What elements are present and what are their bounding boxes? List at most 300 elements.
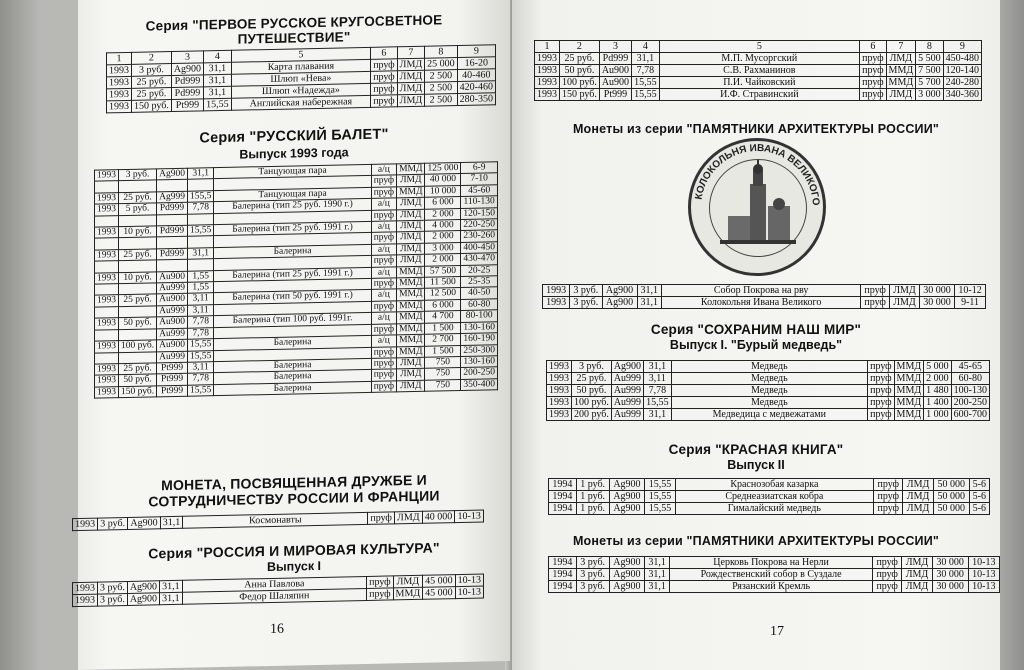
table-cell: 1993 xyxy=(547,385,572,397)
table-cell: пруф xyxy=(371,324,396,336)
coin-name-cell: Колокольня Ивана Великого xyxy=(661,297,860,309)
series-title-architecture-1994: Монеты из серии "ПАМЯТНИКИ АРХИТЕКТУРЫ РОССИИ" xyxy=(572,534,940,548)
table-cell: 2 500 xyxy=(425,70,458,83)
table-cell: 1994 xyxy=(549,569,577,581)
table-cell: 5-6 xyxy=(969,503,989,515)
table-cell: пруф xyxy=(861,285,890,297)
table-cell: 31,1 xyxy=(187,168,213,180)
table-cell: 60-80 xyxy=(951,373,989,385)
table-cell: 10-12 xyxy=(955,285,986,297)
coin-name-cell: Танцующая пара xyxy=(214,187,371,202)
table-cell: Ag900 xyxy=(609,569,645,581)
table-row xyxy=(547,373,990,385)
table-cell: пруф xyxy=(371,278,396,290)
table-row xyxy=(543,285,986,297)
table-cell: а/ц xyxy=(371,312,396,324)
table-cell: а/ц xyxy=(371,266,396,278)
table-cell xyxy=(119,260,157,272)
table-cell: 40 000 xyxy=(422,511,455,524)
table-cell: 100 руб. xyxy=(560,77,600,89)
table-cell xyxy=(95,352,119,364)
table-cell: 1993 xyxy=(95,192,119,204)
table-cell: 10-13 xyxy=(968,557,999,569)
table-cell: Ag900 xyxy=(609,491,645,503)
table-cell: а/ц xyxy=(371,244,396,256)
table-cell: 6-9 xyxy=(461,162,498,174)
column-header: 1 xyxy=(535,41,560,53)
table-cell: 5-6 xyxy=(969,479,989,491)
table-cell: 3 руб. xyxy=(119,169,157,181)
table-row xyxy=(547,385,990,397)
table-cell: 2 500 xyxy=(425,94,458,107)
table-cell: 120-150 xyxy=(461,207,498,219)
table-architecture-1994 xyxy=(548,556,1000,593)
table-cell: 15,55 xyxy=(204,98,232,111)
coin-name-cell: Английская набережная xyxy=(231,95,371,110)
series-subtitle-ballet: Выпуск 1993 года xyxy=(239,145,349,162)
series-title-architecture-1993: Монеты из серии "ПАМЯТНИКИ АРХИТЕКТУРЫ РОССИИ" xyxy=(572,122,940,136)
table-cell: пруф xyxy=(868,361,894,373)
table-cell: 3 руб. xyxy=(132,64,172,77)
table-cell: пруф xyxy=(868,373,894,385)
table-cell: 150 руб. xyxy=(119,386,157,398)
coin-name-cell: Балерина xyxy=(214,244,371,259)
table-cell: 3 руб. xyxy=(576,557,609,569)
table-cell: ММД xyxy=(397,266,425,278)
table-cell: Ag900 xyxy=(128,517,160,530)
table-cell: ЛМД xyxy=(886,53,916,65)
table-cell: Pt999 xyxy=(157,385,188,397)
table-cell: Pd999 xyxy=(171,87,203,100)
table-cell: 12 500 xyxy=(425,288,461,300)
table-cell: Ag900 xyxy=(609,557,645,569)
table-cell: 40-50 xyxy=(461,287,498,299)
table-cell: Au900 xyxy=(157,339,188,351)
table-cell: 50 руб. xyxy=(119,317,157,329)
table-cell: Pd999 xyxy=(157,248,188,260)
table-cell: ЛМД xyxy=(393,575,423,588)
table-cell: 200-250 xyxy=(461,367,498,379)
table-row xyxy=(549,491,990,503)
table-cell: Au900 xyxy=(599,77,631,89)
table-row xyxy=(549,557,1000,569)
table-cell: 1993 xyxy=(107,64,132,77)
table-cell: Ag900 xyxy=(602,285,637,297)
table-cell: 9-11 xyxy=(955,297,986,309)
table-cell: 10 руб. xyxy=(119,272,157,284)
table-cell: 3 000 xyxy=(916,89,944,101)
coin-name-cell: Балерина (тип 25 руб. 1990 г.) xyxy=(214,199,371,214)
left-page xyxy=(75,0,510,670)
table-cell: 3 руб. xyxy=(98,593,128,606)
table-cell: 25 руб. xyxy=(119,249,157,261)
table-cell: пруф xyxy=(371,381,396,393)
coin-name-cell: Церковь Покрова на Нерли xyxy=(670,557,873,569)
table-cell: пруф xyxy=(371,358,396,370)
table-cell: 120-140 xyxy=(943,65,981,77)
table-cell: Au999 xyxy=(611,409,643,421)
series-subtitle-world-culture: Выпуск I xyxy=(266,558,322,575)
table-cell: 5 руб. xyxy=(119,203,157,215)
table-cell: ЛМД xyxy=(397,380,425,392)
table-save-our-world xyxy=(546,360,990,421)
table-cell: 1993 xyxy=(95,204,119,216)
table-cell: 2 000 xyxy=(924,373,952,385)
table-cell: 1 400 xyxy=(924,397,952,409)
table-cell: пруф xyxy=(873,581,902,593)
table-cell: 30 000 xyxy=(919,285,954,297)
coin-name-cell: Рязанский Кремль xyxy=(670,581,873,593)
table-cell: Au900 xyxy=(157,316,188,328)
table-cell: 1 руб. xyxy=(576,479,609,491)
coin-name-cell: Медведь xyxy=(671,397,868,409)
table-cell: 400-450 xyxy=(461,242,498,254)
table-cell: 2 000 xyxy=(425,254,461,266)
table-cell: ММД xyxy=(397,277,425,289)
table-cell: 3 руб. xyxy=(98,517,128,530)
table-cell: ЛМД xyxy=(890,297,920,309)
table-row xyxy=(535,77,982,89)
table-cell: 45 000 xyxy=(423,575,456,588)
table-cell: пруф xyxy=(371,346,396,358)
table-cell: 10-13 xyxy=(455,586,483,599)
table-cell: 1993 xyxy=(107,76,132,89)
table-cell: 31,1 xyxy=(187,247,213,259)
table-cell: ММД xyxy=(894,397,924,409)
table-cell: а/ц xyxy=(371,198,396,210)
table-cell: 1993 xyxy=(107,100,132,113)
table-cell: 15,55 xyxy=(645,503,675,515)
column-header: 8 xyxy=(916,41,944,53)
table-cell: ЛМД xyxy=(397,197,425,209)
table-cell: 1993 xyxy=(95,272,119,284)
table-row xyxy=(549,581,1000,593)
coin-name-cell: Медведица с медвежатами xyxy=(671,409,868,421)
table-cell: 7-10 xyxy=(461,173,498,185)
table-cell: 40-460 xyxy=(457,69,495,82)
table-cell: Au999 xyxy=(611,373,643,385)
table-cell: 750 xyxy=(425,356,461,368)
table-cell: 7,78 xyxy=(187,327,213,339)
coin-name-cell: Балерина xyxy=(214,358,371,373)
table-cell: 1993 xyxy=(95,375,119,387)
coin-name-cell: Медведь xyxy=(671,373,868,385)
table-cell: ЛМД xyxy=(394,511,422,524)
table-cell: 220-250 xyxy=(461,219,498,231)
table-cell: 45-65 xyxy=(951,361,989,373)
table-cell: 1993 xyxy=(95,386,119,398)
table-cell: пруф xyxy=(368,512,395,525)
table-cell: 150 руб. xyxy=(560,89,600,101)
table-cell: 1993 xyxy=(535,77,560,89)
table-cell: ММД xyxy=(397,163,425,175)
table-cell: 1994 xyxy=(549,503,577,515)
table-header-row xyxy=(535,41,982,53)
coin-name-cell: Федор Шаляпин xyxy=(182,588,367,604)
table-cell: Au999 xyxy=(157,328,188,340)
series-title-red-book: Серия "КРАСНАЯ КНИГА" xyxy=(668,442,844,457)
table-cell: ЛМД xyxy=(886,89,916,101)
table-france-friendship xyxy=(72,509,484,531)
table-cell: пруф xyxy=(860,77,886,89)
table-cell: ЛМД xyxy=(903,479,933,491)
table-cell: 31,1 xyxy=(637,297,661,309)
table-cell: 230-260 xyxy=(461,230,498,242)
table-cell: 10-13 xyxy=(968,581,999,593)
table-cell: Au999 xyxy=(611,385,643,397)
coin-name-cell: Балерина xyxy=(214,370,371,385)
table-cell: 1993 xyxy=(95,170,119,182)
table-cell: Au900 xyxy=(157,271,188,283)
table-cell: 31,1 xyxy=(644,361,672,373)
section-title-france-line1: МОНЕТА, ПОСВЯЩЕННАЯ ДРУЖБЕ И xyxy=(161,471,427,494)
table-row xyxy=(535,89,982,101)
table-cell: 60-80 xyxy=(461,299,498,311)
table-cell xyxy=(119,237,157,249)
coin-name-cell: Космонавты xyxy=(183,512,368,528)
table-cell: 3,11 xyxy=(644,373,672,385)
table-cell: Pd999 xyxy=(171,75,203,88)
table-cell: 240-280 xyxy=(943,77,981,89)
table-cell: 30 000 xyxy=(932,557,968,569)
table-cell: 31,1 xyxy=(160,580,183,592)
table-row xyxy=(549,569,1000,581)
table-cell: Au900 xyxy=(157,294,188,306)
table-cell: 15,55 xyxy=(187,350,213,362)
table-cell: ЛМД xyxy=(397,82,425,95)
table-cell: 6 000 xyxy=(425,299,461,311)
table-cell xyxy=(157,237,188,249)
table-cell: 150 руб. xyxy=(132,100,172,113)
table-cell: 1 000 xyxy=(924,409,952,421)
table-cell: 2 000 xyxy=(425,231,461,243)
table-cell: Au999 xyxy=(157,305,188,317)
table-cell xyxy=(119,214,157,226)
table-cell: 420-460 xyxy=(457,81,495,94)
table-cell: 5-6 xyxy=(969,491,989,503)
table-cell: пруф xyxy=(371,95,397,108)
table-cell: 31,1 xyxy=(160,516,183,528)
table-cell: 1,55 xyxy=(187,282,213,294)
table-cell: пруф xyxy=(371,71,397,84)
table-cell: ЛМД xyxy=(890,285,920,297)
table-cell: Ag900 xyxy=(609,479,645,491)
column-header: 9 xyxy=(457,45,495,58)
table-cell: 450-480 xyxy=(943,53,981,65)
table-cell: пруф xyxy=(873,557,902,569)
table-cell: 6 000 xyxy=(425,197,461,209)
coin-name-cell: С.В. Рахманинов xyxy=(659,65,860,77)
table-cell: пруф xyxy=(367,576,393,589)
table-cell: ЛМД xyxy=(902,581,932,593)
table-russian-ballet xyxy=(94,161,498,399)
column-header: 6 xyxy=(860,41,886,53)
table-cell: ЛМД xyxy=(397,232,425,244)
series-title-russian-ballet: Серия "РУССКИЙ БАЛЕТ" xyxy=(199,126,389,147)
table-cell: 340-360 xyxy=(943,89,981,101)
table-row xyxy=(549,479,990,491)
table-cell: 280-350 xyxy=(457,93,495,106)
table-cell: Ag900 xyxy=(609,581,645,593)
series-title-first-voyage-line1: Серия "ПЕРВОЕ РУССКОЕ КРУГОСВЕТНОЕ xyxy=(145,12,443,34)
table-cell xyxy=(119,283,157,295)
table-cell xyxy=(187,179,213,191)
table-cell xyxy=(95,181,119,193)
table-cell: 15,55 xyxy=(645,479,675,491)
page-number-left: 16 xyxy=(270,621,284,637)
table-cell: 160-190 xyxy=(461,333,498,345)
table-cell: 45 000 xyxy=(423,587,456,600)
table-cell: 1994 xyxy=(549,491,577,503)
table-cell: ЛМД xyxy=(397,243,425,255)
table-cell: 25 руб. xyxy=(560,53,600,65)
table-cell: ЛМД xyxy=(397,175,425,187)
coin-name-cell: Медведь xyxy=(671,361,868,373)
table-cell: 2 000 xyxy=(425,208,461,220)
table-cell: 1994 xyxy=(549,581,577,593)
table-cell: 31,1 xyxy=(632,53,660,65)
series-subtitle-red-book: Выпуск II xyxy=(727,458,785,472)
table-cell: ММД xyxy=(886,65,916,77)
table-cell: 7,78 xyxy=(187,202,213,214)
table-cell: 50 000 xyxy=(933,503,969,515)
table-cell: ЛМД xyxy=(397,220,425,232)
svg-text:КОЛОКОЛЬНЯ ИВАНА ВЕЛИКОГО xyxy=(693,143,821,206)
table-cell: 430-470 xyxy=(461,253,498,265)
table-cell: 25 000 xyxy=(425,58,458,71)
table-world-culture-continued xyxy=(534,40,982,101)
column-header: 3 xyxy=(171,51,203,64)
table-cell: 1,55 xyxy=(187,270,213,282)
column-header: 1 xyxy=(107,52,132,65)
table-cell: пруф xyxy=(868,385,894,397)
coin-name-cell: И.Ф. Стравинский xyxy=(659,89,860,101)
table-cell: 3 руб. xyxy=(576,569,609,581)
table-cell: 7 500 xyxy=(916,65,944,77)
table-cell: 1993 xyxy=(543,297,570,309)
table-cell: ММД xyxy=(894,385,924,397)
table-cell: 4 700 xyxy=(425,311,461,323)
table-cell: 350-400 xyxy=(461,378,498,390)
table-cell: 1993 xyxy=(95,318,119,330)
table-red-book xyxy=(548,478,990,515)
column-header: 4 xyxy=(204,50,232,63)
coin-name-cell: Балерина (тип 50 руб. 1991 г.) xyxy=(214,290,371,305)
coin-name-cell: Балерина (тип 25 руб. 1991 г.) xyxy=(214,221,371,236)
table-cell: 2 700 xyxy=(425,334,461,346)
coin-name-cell: Балерина xyxy=(214,381,371,396)
column-header: 5 xyxy=(659,41,860,53)
column-header: 5 xyxy=(231,47,371,62)
table-cell: пруф xyxy=(371,209,396,221)
table-cell: пруф xyxy=(868,409,894,421)
table-cell: 16-20 xyxy=(457,57,495,70)
table-cell: 1 500 xyxy=(425,345,461,357)
table-cell xyxy=(157,259,188,271)
table-cell: пруф xyxy=(861,297,890,309)
table-cell: ЛМД xyxy=(397,254,425,266)
table-cell: 31,1 xyxy=(204,62,232,75)
table-row xyxy=(535,65,982,77)
coin-name-cell: Шлюп «Нева» xyxy=(231,71,371,86)
table-cell: 1993 xyxy=(547,361,572,373)
coin-name-cell: П.И. Чайковский xyxy=(659,77,860,89)
table-cell: 31,1 xyxy=(204,86,232,99)
table-cell: 100 руб. xyxy=(119,340,157,352)
table-cell: ММД xyxy=(397,346,425,358)
table-cell: 4 000 xyxy=(425,220,461,232)
table-cell: пруф xyxy=(860,53,886,65)
section-title-france-line2: СОТРУДНИЧЕСТВУ РОССИИ И ФРАНЦИИ xyxy=(148,487,440,510)
table-cell: 25 руб. xyxy=(119,363,157,375)
table-cell: пруф xyxy=(371,187,396,199)
table-cell xyxy=(95,238,119,250)
column-header: 7 xyxy=(886,41,916,53)
table-cell: Ag999 xyxy=(157,191,188,203)
table-cell: ЛМД xyxy=(903,491,933,503)
table-cell xyxy=(95,215,119,227)
table-cell: Ag900 xyxy=(171,63,203,76)
table-cell: Au999 xyxy=(157,351,188,363)
series-title-world-culture: Серия "РОССИЯ И МИРОВАЯ КУЛЬТУРА" xyxy=(148,539,440,562)
table-cell: ММД xyxy=(886,77,916,89)
table-cell xyxy=(119,351,157,363)
table-cell: 10 000 xyxy=(425,185,461,197)
table-cell: 1 500 xyxy=(425,322,461,334)
table-cell: Ag900 xyxy=(609,503,645,515)
coin-name-cell: Анна Павлова xyxy=(182,576,367,592)
column-header: 7 xyxy=(397,46,425,59)
right-page xyxy=(512,0,1000,670)
table-cell: 600-700 xyxy=(951,409,989,421)
table-cell: 30 000 xyxy=(932,569,968,581)
table-cell: 3,11 xyxy=(187,293,213,305)
table-row xyxy=(535,53,982,65)
table-cell: ММД xyxy=(397,300,425,312)
coin-inscription xyxy=(691,141,823,273)
table-world-culture xyxy=(72,573,484,607)
table-cell: 31,1 xyxy=(160,592,183,604)
column-header: 8 xyxy=(425,46,458,59)
table-cell: 15,55 xyxy=(187,339,213,351)
table-cell: ЛМД xyxy=(397,94,425,107)
table-cell: 1993 xyxy=(95,341,119,353)
table-cell: пруф xyxy=(371,175,396,187)
table-cell: 15,55 xyxy=(187,384,213,396)
table-cell: 1993 xyxy=(95,249,119,261)
table-cell: ЛМД xyxy=(397,58,425,71)
table-cell: 3 руб. xyxy=(98,581,128,594)
table-cell: 7,78 xyxy=(644,385,672,397)
table-cell: Pt999 xyxy=(599,89,631,101)
table-cell xyxy=(95,307,119,319)
table-cell: 50 руб. xyxy=(560,65,600,77)
table-cell: Au999 xyxy=(157,282,188,294)
column-header: 2 xyxy=(132,52,172,65)
table-cell: ММД xyxy=(894,373,924,385)
table-cell: 25 руб. xyxy=(132,88,172,101)
column-header: 2 xyxy=(560,41,600,53)
table-cell xyxy=(119,329,157,341)
table-cell: Ag900 xyxy=(127,581,159,594)
table-cell: Pt999 xyxy=(157,374,188,386)
table-cell: Pt999 xyxy=(157,362,188,374)
coin-name-cell: Шлюп «Надежда» xyxy=(231,83,371,98)
table-cell: 1993 xyxy=(543,285,570,297)
table-cell: 3 000 xyxy=(425,242,461,254)
table-cell: ММД xyxy=(397,334,425,346)
table-cell: 1 руб. xyxy=(576,503,609,515)
